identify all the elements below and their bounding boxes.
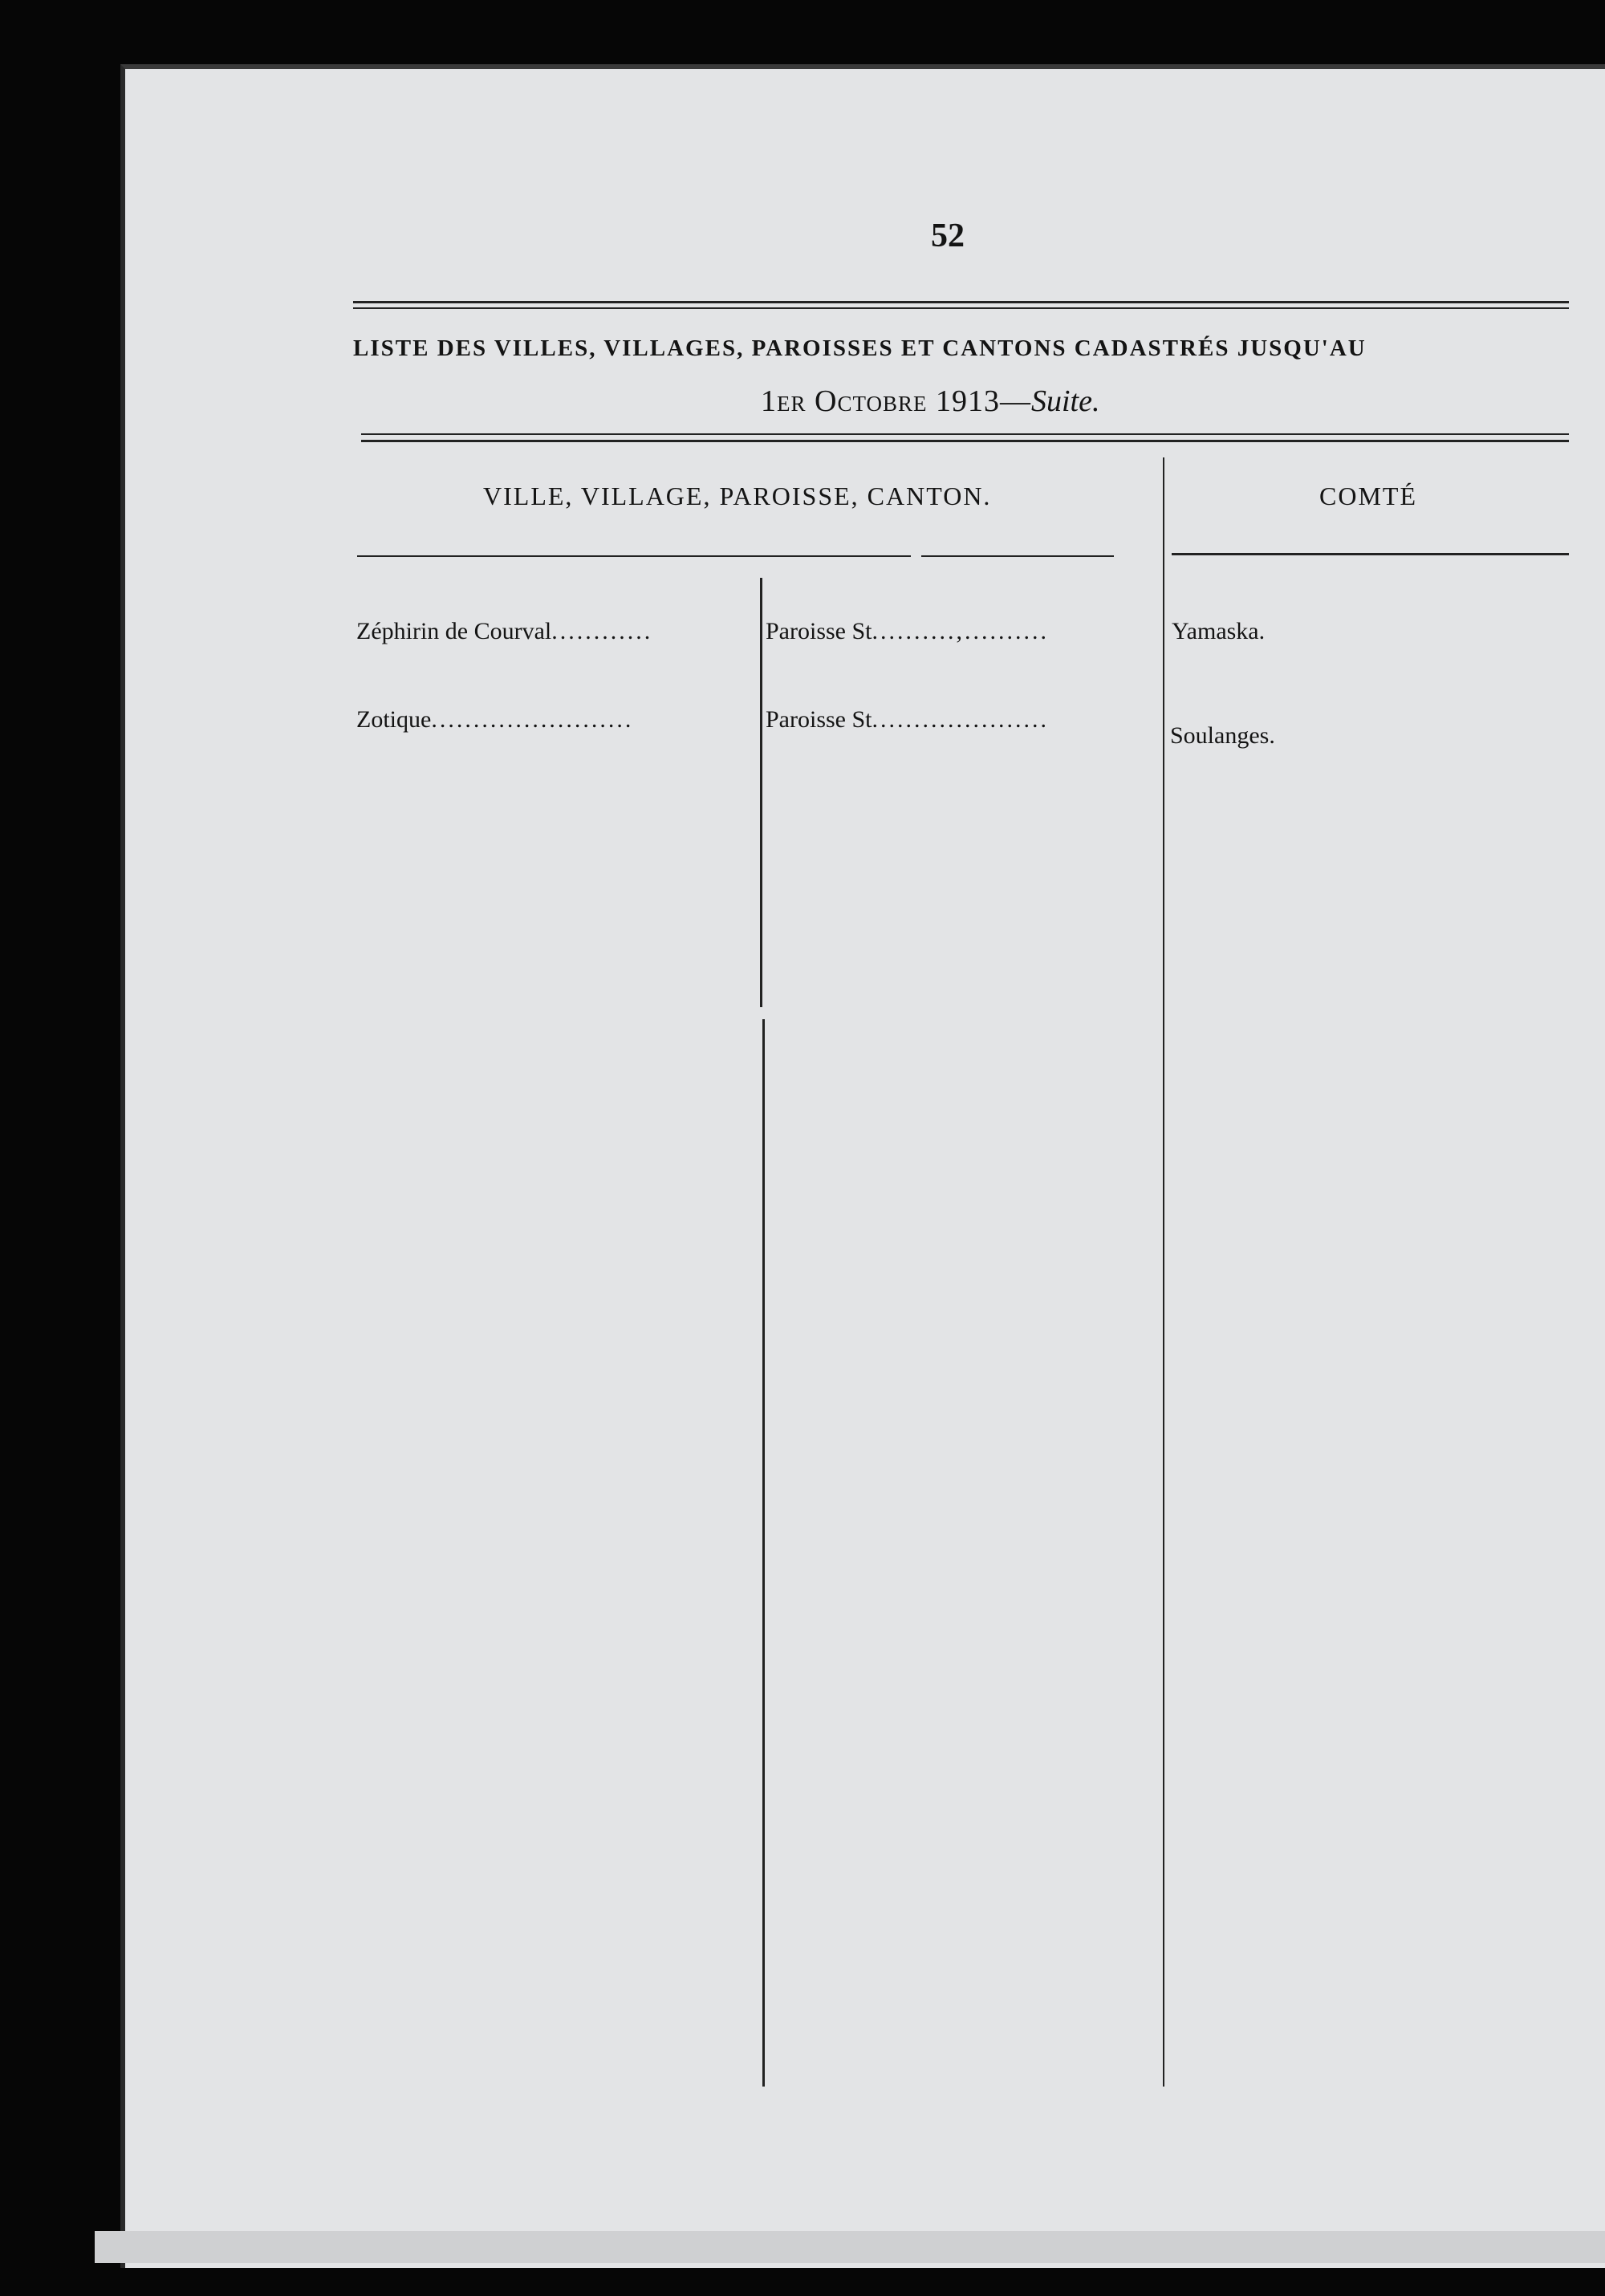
row-2-county: Soulanges. [1170,722,1275,749]
title-rule-1 [361,433,1569,435]
row-2-name-text: Zotique [356,706,432,733]
row-1-kind [766,618,1049,645]
row-2-name [356,706,633,734]
column-header-county: COMTÉ [1319,482,1417,510]
row-1-name-text: Zéphirin de Courval [356,618,552,644]
row-1-kind-text: Paroisse St [766,618,872,644]
row-2-kind [766,706,1049,734]
page-edge [95,2231,1605,2263]
title-rule-2 [361,440,1569,442]
title-suite: Suite. [1030,384,1100,418]
title-line-2 [761,384,1099,419]
column-divider-kind-upper [760,578,762,1007]
header-rule-county [1172,553,1569,555]
header-rule-place-2 [921,555,1114,557]
title-date: 1er Octobre 1913— [761,384,1031,418]
row-1-name [356,618,652,645]
header-rule-place-1 [357,555,911,557]
row-1-kind-leader: ..........,.......... [872,618,1050,644]
top-rule-1 [353,301,1569,303]
title-line-1: LISTE DES VILLES, VILLAGES, PAROISSES ET CANTONS CADASTRÉS JUSQU'AU [353,335,1367,361]
row-1-county: Yamaska. [1172,618,1266,644]
column-header-place: VILLE, VILLAGE, PAROISSE, CANTON. [483,482,992,510]
row-2-kind-text: Paroisse St [766,706,872,733]
page-number: 52 [931,217,965,254]
top-rule-2 [353,307,1569,309]
row-1-name-leader: ............ [551,618,653,644]
column-divider-kind-lower [762,1019,765,2087]
column-divider-county [1163,457,1164,2087]
row-2-name-leader: ........................ [431,706,634,733]
row-2-kind-leader: ..................... [872,706,1050,733]
